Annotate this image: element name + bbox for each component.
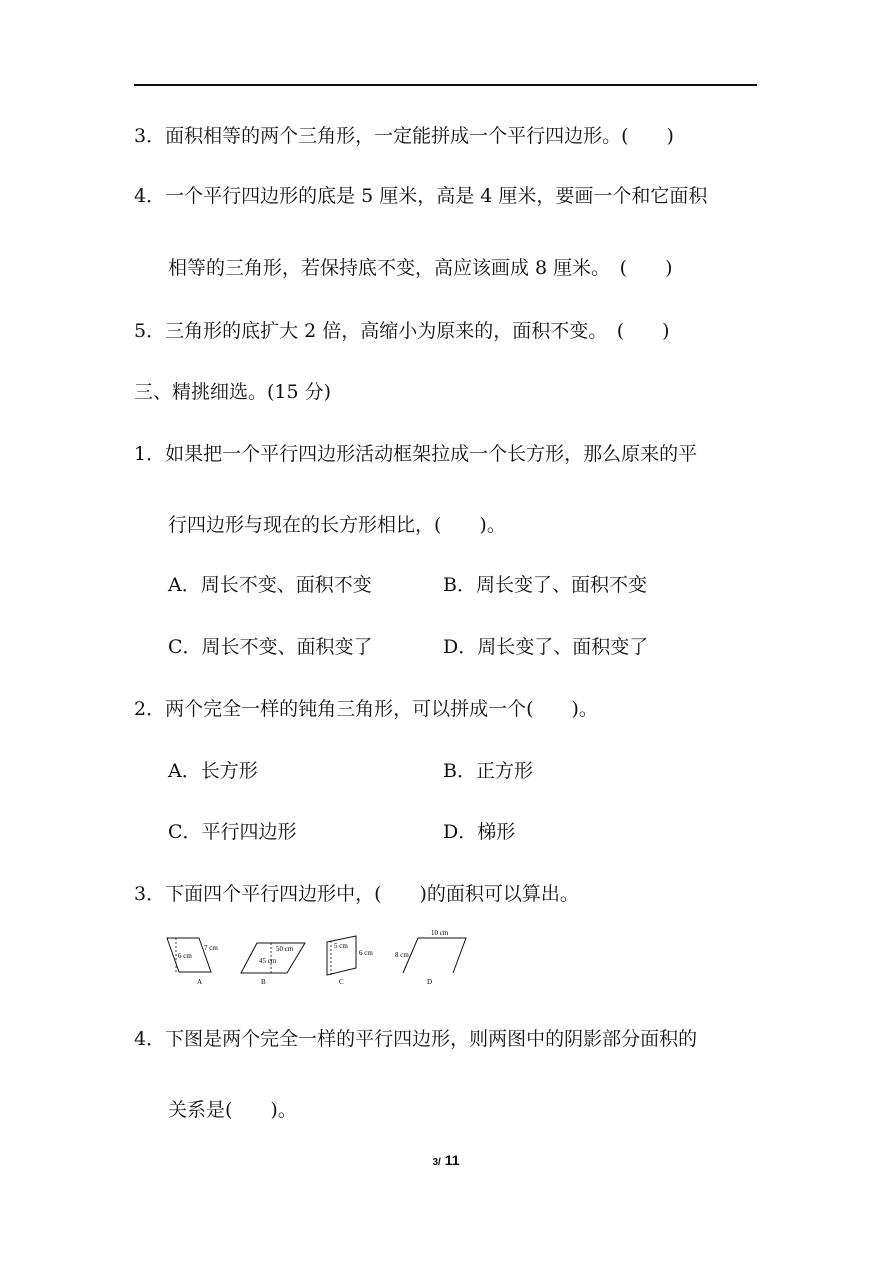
q2-option-b: B．正方形 [443, 760, 533, 782]
page-current: 3 [432, 1157, 439, 1168]
q1-option-a: A．周长不变、面积不变 [168, 574, 372, 596]
q2-option-c: C．平行四边形 [168, 821, 297, 843]
choice-q3: 3．下面四个平行四边形中，( )的面积可以算出。 [134, 883, 579, 905]
q2-option-a: A．长方形 [168, 760, 258, 782]
judge-q4-line1: 4．一个平行四边形的底是 5 厘米，高是 4 厘米，要画一个和它面积 [134, 185, 708, 207]
figure-d-height: 8 cm [395, 951, 409, 959]
judge-q5: 5．三角形的底扩大 2 倍，高缩小为原来的，面积不变。 ( ) [134, 320, 670, 342]
figure-d [395, 929, 466, 986]
choice-q1-line2: 行四边形与现在的长方形相比，( )。 [168, 514, 506, 536]
figure-b-top: 50 cm [276, 945, 294, 953]
judge-q3: 3．面积相等的两个三角形，一定能拼成一个平行四边形。( ) [134, 125, 674, 147]
choice-q4-line1: 4．下图是两个完全一样的平行四边形，则两图中的阴影部分面积的 [134, 1028, 698, 1050]
figure-d-label: D [427, 978, 433, 986]
figure-a-label: A [197, 978, 203, 986]
figure-a-height: 6 cm [178, 952, 192, 960]
judge-q4-line2: 相等的三角形，若保持底不变，高应该画成 8 厘米。 ( ) [168, 257, 673, 279]
choice-q4-line2: 关系是( )。 [168, 1099, 297, 1121]
q1-option-b: B．周长变了、面积不变 [443, 574, 647, 596]
figure-a-side: 7 cm [204, 944, 218, 952]
figure-b-side: 45 cm [259, 957, 277, 965]
figure-a [167, 938, 218, 986]
page-number [0, 1152, 892, 1168]
figure-c-side: 6 cm [359, 949, 373, 957]
q1-option-c: C．周长不变、面积变了 [168, 636, 373, 658]
figure-c [327, 936, 373, 986]
q2-option-d: D．梯形 [443, 821, 516, 843]
figure-d-top: 10 cm [431, 929, 449, 937]
figure-c-label: C [339, 978, 344, 986]
page-total: 11 [444, 1152, 460, 1168]
q1-option-d: D．周长变了、面积变了 [443, 636, 649, 658]
choice-q1-line1: 1．如果把一个平行四边形活动框架拉成一个长方形，那么原来的平 [134, 443, 698, 465]
figure-c-height: 5 cm [334, 942, 348, 950]
choice-q2: 2．两个完全一样的钝角三角形，可以拼成一个( )。 [134, 698, 598, 720]
header-rule [134, 84, 757, 86]
page-separator: / [438, 1157, 441, 1168]
section-title: 三、精挑细选。(15 分) [134, 381, 332, 403]
figure-b-label: B [261, 978, 266, 986]
parallelogram-figure [165, 926, 475, 988]
figure-b [241, 943, 305, 986]
